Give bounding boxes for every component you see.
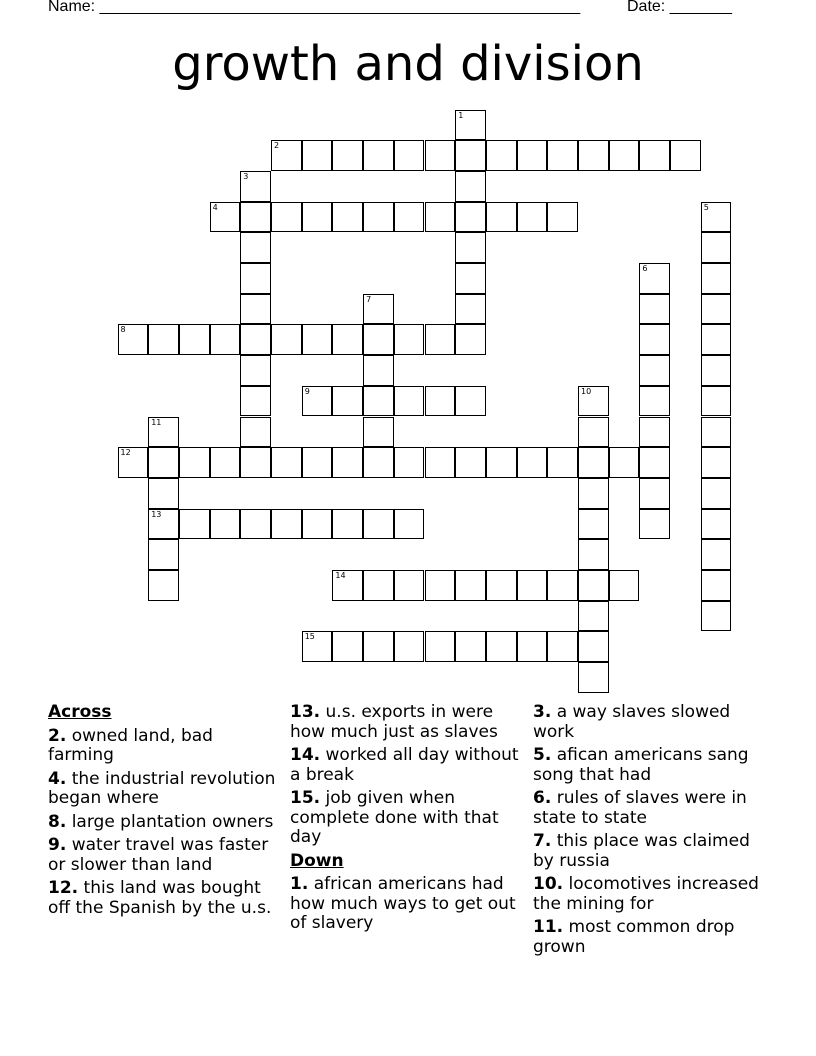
clue-item (533, 746, 768, 785)
grid-cell[interactable] (517, 447, 548, 478)
page-title: growth and division (172, 36, 644, 92)
grid-cell[interactable] (547, 631, 578, 662)
grid-cell[interactable] (332, 202, 363, 233)
clue-item (290, 875, 525, 934)
grid-cell[interactable] (517, 140, 548, 171)
grid-cell[interactable] (639, 386, 670, 417)
grid-cell[interactable] (363, 294, 394, 325)
grid-cell[interactable] (394, 202, 425, 233)
grid-cell[interactable] (455, 171, 486, 202)
grid-cell[interactable] (486, 140, 517, 171)
clue-text: large plantation owners (66, 811, 274, 832)
grid-cell[interactable] (240, 324, 271, 355)
across-heading: Across (48, 702, 112, 722)
grid-cell[interactable] (363, 324, 394, 355)
clue-number-label: 5. (533, 745, 552, 765)
clue-text: water travel was faster or slower than land (48, 835, 269, 875)
grid-cell[interactable] (240, 232, 271, 263)
clue-text: a way slaves slowed work (533, 702, 731, 742)
grid-cell[interactable] (394, 570, 425, 601)
clue-text: worked all day without a break (290, 745, 519, 785)
grid-cell[interactable] (609, 447, 640, 478)
grid-cell[interactable] (455, 447, 486, 478)
clue-item (533, 875, 768, 914)
grid-cell[interactable] (363, 202, 394, 233)
grid-cell[interactable] (394, 140, 425, 171)
grid-cell[interactable] (455, 110, 486, 141)
clue-number-label: 10. (533, 874, 564, 894)
clue-item (48, 836, 283, 875)
clue-number: 7 (366, 294, 372, 304)
grid-cell[interactable] (486, 631, 517, 662)
grid-cell[interactable] (210, 509, 241, 540)
clue-text: rules of slaves were in state to state (533, 788, 747, 828)
grid-cell[interactable] (332, 140, 363, 171)
grid-cell[interactable] (701, 263, 732, 294)
grid-cell[interactable] (118, 447, 149, 478)
grid-cell[interactable] (455, 202, 486, 233)
down-heading: Down (290, 850, 344, 871)
clue-number: 12 (120, 448, 131, 458)
grid-cell[interactable] (240, 202, 271, 233)
clue-text: locomotives increased the mining for (533, 874, 759, 914)
clue-number-label: 11. (533, 917, 564, 937)
grid-cell[interactable] (486, 202, 517, 233)
grid-cell[interactable] (578, 631, 609, 662)
grid-cell[interactable] (455, 263, 486, 294)
grid-cell[interactable] (363, 631, 394, 662)
grid-cell[interactable] (547, 140, 578, 171)
grid-cell[interactable] (240, 263, 271, 294)
clues-column-1 (48, 703, 283, 918)
clue-number-label: 13. (290, 702, 321, 722)
clue-item (290, 746, 525, 785)
grid-cell[interactable] (240, 417, 271, 448)
grid-cell[interactable] (302, 140, 333, 171)
grid-cell[interactable] (240, 386, 271, 417)
grid-cell[interactable] (701, 324, 732, 355)
clue-number-label: 9. (48, 835, 67, 855)
grid-cell[interactable] (547, 202, 578, 233)
grid-cell[interactable] (240, 171, 271, 202)
grid-cell[interactable] (425, 631, 456, 662)
grid-cell[interactable] (609, 140, 640, 171)
clue-number-label: 4. (48, 768, 67, 789)
grid-cell[interactable] (363, 447, 394, 478)
clue-number-label: 6. (533, 788, 552, 808)
grid-cell[interactable] (578, 417, 609, 448)
grid-cell[interactable] (701, 539, 732, 570)
grid-cell[interactable] (271, 324, 302, 355)
grid-cell[interactable] (701, 355, 732, 386)
grid-cell[interactable] (547, 570, 578, 601)
grid-cell[interactable] (148, 509, 179, 540)
clue-number: 6 (642, 264, 648, 273)
grid-cell[interactable] (332, 570, 363, 601)
clue-number-label: 15. (290, 788, 321, 808)
grid-cell[interactable] (271, 447, 302, 478)
grid-cell[interactable] (455, 570, 486, 601)
grid-cell[interactable] (363, 570, 394, 601)
grid-cell[interactable] (148, 539, 179, 570)
grid-cell[interactable] (578, 601, 609, 632)
grid-cell[interactable] (701, 294, 732, 325)
date-field[interactable]: Date: _______ (627, 0, 732, 15)
clue-number-label: 7. (533, 831, 552, 851)
grid-cell[interactable] (394, 447, 425, 478)
grid-cell[interactable] (517, 202, 548, 233)
clue-item (48, 770, 283, 809)
clue-number-label: 2. (48, 725, 67, 746)
grid-cell[interactable] (240, 509, 271, 540)
grid-cell[interactable] (701, 232, 732, 263)
clue-number: 5 (703, 202, 709, 212)
grid-cell[interactable] (455, 386, 486, 417)
grid-cell[interactable] (271, 202, 302, 233)
clue-number: 3 (243, 171, 249, 181)
grid-cell[interactable] (179, 509, 210, 540)
clue-text: this land was bought off the Spanish by the u.s. (48, 878, 272, 918)
grid-cell[interactable] (148, 324, 179, 355)
clue-number-label: 1. (290, 874, 309, 894)
grid-cell[interactable] (210, 202, 241, 233)
clue-text: afican americans sang song that had (533, 745, 749, 785)
name-field[interactable]: Name: ______________________________________________________ (48, 0, 581, 15)
grid-cell[interactable] (302, 447, 333, 478)
grid-cell[interactable] (302, 509, 333, 540)
grid-cell[interactable] (701, 417, 732, 448)
grid-cell[interactable] (271, 140, 302, 171)
clue-number: 8 (120, 325, 126, 335)
grid-cell[interactable] (701, 570, 732, 601)
clue-number: 9 (304, 386, 310, 396)
grid-cell[interactable] (425, 324, 456, 355)
clue-item (533, 832, 768, 871)
grid-cell[interactable] (701, 601, 732, 632)
grid-cell[interactable] (455, 324, 486, 355)
clue-text: this place was claimed by russia (533, 831, 750, 871)
clue-number: 13 (151, 509, 162, 519)
grid-cell[interactable] (639, 324, 670, 355)
grid-cell[interactable] (517, 570, 548, 601)
grid-cell[interactable] (240, 355, 271, 386)
grid-cell[interactable] (332, 386, 363, 417)
clue-number: 14 (335, 571, 346, 580)
grid-cell[interactable] (210, 324, 241, 355)
grid-cell[interactable] (578, 386, 609, 417)
clue-item (48, 727, 283, 766)
clue-text: owned land, bad farming (48, 725, 213, 765)
grid-cell[interactable] (517, 631, 548, 662)
grid-cell[interactable] (148, 570, 179, 601)
grid-cell[interactable] (394, 386, 425, 417)
grid-cell[interactable] (639, 140, 670, 171)
grid-cell[interactable] (639, 447, 670, 478)
grid-cell[interactable] (547, 447, 578, 478)
grid-cell[interactable] (302, 386, 333, 417)
grid-cell[interactable] (363, 386, 394, 417)
grid-cell[interactable] (302, 631, 333, 662)
clue-item (533, 918, 768, 957)
grid-cell[interactable] (425, 386, 456, 417)
grid-cell[interactable] (639, 478, 670, 509)
grid-cell[interactable] (639, 355, 670, 386)
clue-text: most common drop grown (533, 917, 735, 957)
grid-cell[interactable] (363, 417, 394, 448)
grid-cell[interactable] (578, 662, 609, 693)
grid-cell[interactable] (455, 294, 486, 325)
clue-item (290, 789, 525, 848)
grid-cell[interactable] (271, 509, 302, 540)
clues-column-2 (290, 703, 525, 934)
grid-cell[interactable] (332, 509, 363, 540)
clue-item (48, 813, 283, 833)
grid-cell[interactable] (578, 570, 609, 601)
grid-cell[interactable] (148, 417, 179, 448)
grid-cell[interactable] (639, 417, 670, 448)
grid-cell[interactable] (486, 447, 517, 478)
grid-cell[interactable] (701, 509, 732, 540)
grid-cell[interactable] (639, 294, 670, 325)
grid-cell[interactable] (425, 140, 456, 171)
grid-cell[interactable] (363, 509, 394, 540)
grid-cell[interactable] (148, 478, 179, 509)
grid-cell[interactable] (332, 324, 363, 355)
grid-cell[interactable] (240, 447, 271, 478)
grid-cell[interactable] (578, 447, 609, 478)
clue-number: 4 (212, 202, 218, 212)
clue-text: job given when complete done with that day (290, 788, 499, 847)
grid-cell[interactable] (609, 570, 640, 601)
grid-cell[interactable] (394, 324, 425, 355)
grid-cell[interactable] (210, 447, 241, 478)
grid-cell[interactable] (363, 140, 394, 171)
clue-text: the industrial revolution began where (48, 768, 276, 808)
grid-cell[interactable] (701, 202, 732, 233)
grid-cell[interactable] (455, 232, 486, 263)
clues-column-3 (533, 703, 768, 957)
clue-number-label: 14. (290, 745, 321, 765)
clue-text: u.s. exports in were how much just as slaves (290, 702, 498, 742)
grid-cell[interactable] (179, 447, 210, 478)
clue-number: 2 (274, 141, 280, 151)
clue-item (533, 789, 768, 828)
grid-cell[interactable] (363, 355, 394, 386)
clue-number-label: 8. (48, 811, 67, 832)
grid-cell[interactable] (639, 509, 670, 540)
grid-cell[interactable] (179, 324, 210, 355)
grid-cell[interactable] (332, 631, 363, 662)
clue-number: 15 (304, 632, 315, 642)
grid-cell[interactable] (425, 447, 456, 478)
grid-cell[interactable] (240, 294, 271, 325)
grid-cell[interactable] (394, 631, 425, 662)
grid-cell[interactable] (148, 447, 179, 478)
clue-number: 11 (151, 417, 162, 427)
grid-cell[interactable] (578, 539, 609, 570)
grid-cell[interactable] (455, 631, 486, 662)
grid-cell[interactable] (302, 202, 333, 233)
grid-cell[interactable] (425, 202, 456, 233)
grid-cell[interactable] (302, 324, 333, 355)
grid-cell[interactable] (701, 386, 732, 417)
grid-cell[interactable] (118, 324, 149, 355)
grid-cell[interactable] (578, 140, 609, 171)
clue-item (533, 703, 768, 742)
clue-number: 10 (581, 386, 592, 396)
grid-cell[interactable] (394, 509, 425, 540)
clue-number: 1 (458, 110, 464, 120)
grid-cell[interactable] (578, 478, 609, 509)
clue-item (290, 703, 525, 742)
grid-cell[interactable] (455, 140, 486, 171)
clue-number-label: 12. (48, 878, 79, 898)
grid-cell[interactable] (670, 140, 701, 171)
grid-cell[interactable] (701, 478, 732, 509)
grid-cell[interactable] (701, 447, 732, 478)
grid-cell[interactable] (332, 447, 363, 478)
clue-number-label: 3. (533, 702, 552, 722)
grid-cell[interactable] (425, 570, 456, 601)
grid-cell[interactable] (639, 263, 670, 294)
clue-item (48, 879, 283, 918)
clue-text: african americans had how much ways to get out of slavery (290, 874, 516, 933)
grid-cell[interactable] (578, 509, 609, 540)
grid-cell[interactable] (486, 570, 517, 601)
